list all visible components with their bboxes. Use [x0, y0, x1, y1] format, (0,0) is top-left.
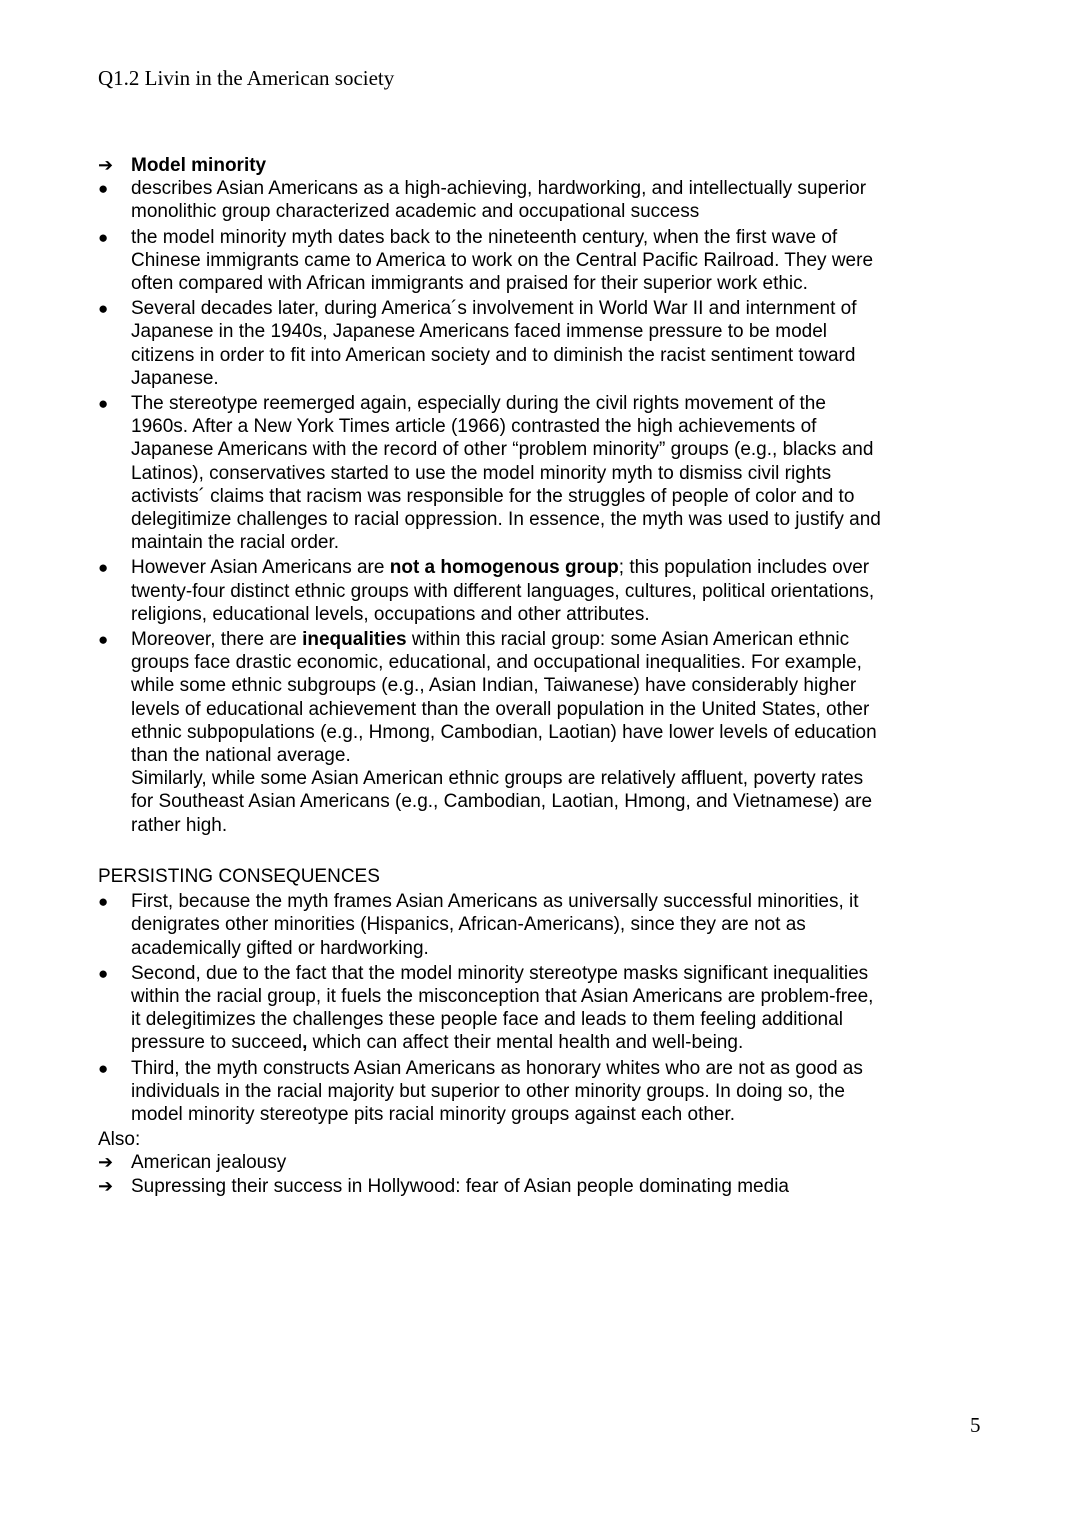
bullet-icon: ●	[98, 299, 109, 319]
model-minority-heading: Model minority	[131, 155, 267, 176]
bullet-text: Third, the myth constructs Asian Americans as honorary whites who are not as good as individuals in the racial majority but superior to other minority groups. In doing so, the model minority stereotype pits racial minority groups against each other.	[131, 1057, 863, 1125]
bullet-icon: ●	[98, 630, 109, 650]
list-item	[98, 890, 888, 960]
page-header: Q1.2 Livin in the American society	[98, 66, 395, 90]
bullet-text: The stereotype reemerged again, especially during the civil rights movement of the 1960s. After a New York Times article (1966) contrasted the high achievements of Japanese Americans with the record of other “problem minority” groups (e.g., blacks and Latinos), conservatives started to use the model minority myth to dismiss civil rights activists´ claims that racism was responsible for the struggles of people of color and to delegitimize challenges to racial oppression. In essence, the myth was used to justify and maintain the racial order.	[131, 393, 881, 554]
arrow-icon: ➔	[98, 1175, 114, 1196]
bullet-icon: ●	[98, 1058, 109, 1078]
bullet-text: Several decades later, during America´s involvement in World War II and internment of Japanese in the 1940s, Japanese Americans faced immense pressure to be model citizens in order to fit into American society and to diminish the racist sentiment toward Japanese.	[131, 298, 857, 389]
list-item	[98, 392, 888, 554]
bullet-icon: ●	[98, 227, 109, 247]
list-item	[98, 297, 888, 390]
also-item-text: American jealousy	[131, 1152, 287, 1174]
bullet-icon: ●	[98, 179, 109, 199]
also-label: Also:	[98, 1129, 141, 1151]
bullet-text-bold: ,	[302, 1032, 308, 1054]
bullet-text-pre: Second, due to the fact that the model minority stereotype masks significant inequalities within the racial group, it fuels the misconception that Asian Americans are problem-free, it delegitimizes the challenges these people face and leads to them feeling additional pressure to succeed	[131, 962, 874, 1054]
page-content	[98, 154, 888, 1198]
list-item	[98, 226, 888, 296]
bullet-text-pre: However Asian Americans are	[131, 557, 390, 579]
list-item	[98, 628, 888, 837]
list-item	[98, 962, 888, 1055]
bullet-icon: ●	[98, 892, 109, 912]
bullet-icon: ●	[98, 394, 109, 414]
bullet-text-post: ; this population includes over twenty-four distinct ethnic groups with different languages, cultures, political orientations, religions, educational levels, occupations and other attributes.	[131, 557, 875, 625]
bullet-text-pre: Moreover, there are	[131, 629, 303, 651]
also-item	[98, 1175, 888, 1198]
arrow-icon: ➔	[98, 155, 114, 175]
bullet-icon: ●	[98, 558, 109, 578]
arrow-icon: ➔	[98, 1152, 114, 1173]
list-item	[98, 177, 888, 223]
model-minority-bullet-list	[98, 177, 888, 837]
bullet-text: describes Asian Americans as a high-achieving, hardworking, and intellectually superior monolithic group characterized academic and occupational success	[131, 178, 867, 223]
list-item	[98, 1057, 888, 1127]
bullet-text: the model minority myth dates back to the nineteenth century, when the first wave of Chinese immigrants came to America to work on the Central Pacific Railroad. They were often compared with African immigrants and praised for their superior work ethic.	[131, 226, 874, 295]
consequences-bullet-list	[98, 890, 888, 1126]
page-number: 5	[970, 1413, 981, 1437]
persisting-consequences-heading: PERSISTING CONSEQUENCES	[98, 865, 380, 887]
also-item	[98, 1151, 888, 1174]
bullet-text-bold: not a homogenous group	[389, 557, 619, 579]
bullet-extra-paragraph: Similarly, while some Asian American ethnic groups are relatively affluent, poverty rates for Southeast Asian Americans (e.g., Cambodian, Laotian, Hmong, and Vietnamese) are rather high.	[131, 768, 873, 836]
bullet-text-bold: inequalities	[302, 629, 407, 651]
also-item-text: Supressing their success in Hollywood: fear of Asian people dominating media	[131, 1175, 789, 1197]
bullet-text-post: which can affect their mental health and well-being.	[307, 1032, 744, 1054]
bullet-text-post: within this racial group: some Asian American ethnic groups face drastic economic, educational, and occupational inequalities. For example, while some ethnic subgroups (e.g., Asian Indian, Taiwanese) have considerably higher levels of educational achievement than the overall population in the United States, other ethnic subpopulations (e.g., Hmong, Cambodian, Laotian) have lower levels of education than the national average.	[131, 629, 877, 767]
list-item	[98, 556, 888, 626]
bullet-text: First, because the myth frames Asian Americans as universally successful minorities, it denigrates other minorities (Hispanics, African-Americans), since they are not as academically gifted or hardworking.	[131, 891, 859, 959]
bullet-icon: ●	[98, 963, 109, 983]
model-minority-heading-row	[98, 154, 888, 177]
